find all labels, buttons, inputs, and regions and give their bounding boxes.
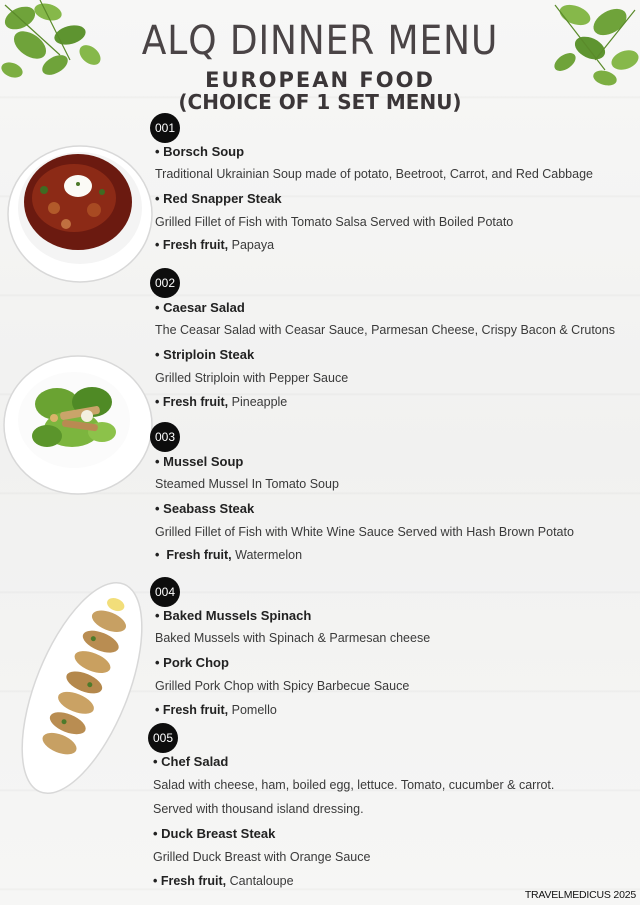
set-002-main-desc: Grilled Striploin with Pepper Sauce xyxy=(155,371,349,385)
baked-mussels-image xyxy=(8,576,156,800)
set-003-main-desc: Grilled Fillet of Fish with White Wine Sauce Served with Hash Brown Potato xyxy=(155,525,574,539)
watermark-credit: TRAVELMEDICUS 2025 xyxy=(524,889,636,901)
set-005-fruit: • Fresh fruit, Cantaloupe xyxy=(153,874,294,888)
set-004-main-name: • Pork Chop xyxy=(155,655,229,670)
set-002-fruit: • Fresh fruit, Pineapple xyxy=(155,395,288,409)
set-005-soup-desc-2: Served with thousand island dressing. xyxy=(153,802,364,816)
set-005-soup-desc: Salad with cheese, ham, boiled egg, lettuce. Tomato, cucumber & carrot. xyxy=(153,778,555,792)
set-number-badge: 002 xyxy=(150,268,180,298)
set-005-main-name: • Duck Breast Steak xyxy=(153,826,276,841)
set-004-soup-desc: Baked Mussels with Spinach & Parmesan cheese xyxy=(155,631,431,645)
borsch-soup-image xyxy=(4,138,156,286)
set-005-main-desc: Grilled Duck Breast with Orange Sauce xyxy=(153,850,371,864)
set-number-badge: 003 xyxy=(150,422,180,452)
set-001-main-name: • Red Snapper Steak xyxy=(155,191,282,206)
set-001-soup-name: • Borsch Soup xyxy=(155,144,245,159)
set-001-soup-desc: Traditional Ukrainian Soup made of potato, Beetroot, Carrot, and Red Cabbage xyxy=(155,167,593,181)
set-number-badge: 001 xyxy=(150,113,180,143)
set-004-main-desc: Grilled Pork Chop with Spicy Barbecue Sauce xyxy=(155,679,410,693)
menu-subtitle-choice: (CHOICE OF 1 SET MENU) xyxy=(178,90,462,114)
set-003-main-name: • Seabass Steak xyxy=(155,501,255,516)
set-001-fruit: • Fresh fruit, Papaya xyxy=(155,238,275,252)
set-002-main-name: • Striploin Steak xyxy=(155,347,255,362)
set-005-soup-name: • Chef Salad xyxy=(153,754,229,769)
set-002-soup-desc: The Ceasar Salad with Ceasar Sauce, Parmesan Cheese, Crispy Bacon & Crutons xyxy=(155,323,615,337)
set-number-badge: 005 xyxy=(148,723,178,753)
set-001-main-desc: Grilled Fillet of Fish with Tomato Salsa Served with Boiled Potato xyxy=(155,215,514,229)
set-003-soup-name: • Mussel Soup xyxy=(155,454,244,469)
caesar-salad-image xyxy=(2,354,154,496)
set-002-soup-name: • Caesar Salad xyxy=(155,300,245,315)
set-number-badge: 004 xyxy=(150,577,180,607)
set-003-soup-desc: Steamed Mussel In Tomato Soup xyxy=(155,477,339,491)
set-003-fruit: • Fresh fruit, Watermelon xyxy=(155,548,303,562)
menu-subtitle-cuisine: EUROPEAN FOOD xyxy=(205,68,435,92)
set-004-fruit: • Fresh fruit, Pomello xyxy=(155,703,277,717)
menu-title: ALQ DINNER MENU xyxy=(141,18,499,64)
set-004-soup-name: • Baked Mussels Spinach xyxy=(155,608,312,623)
